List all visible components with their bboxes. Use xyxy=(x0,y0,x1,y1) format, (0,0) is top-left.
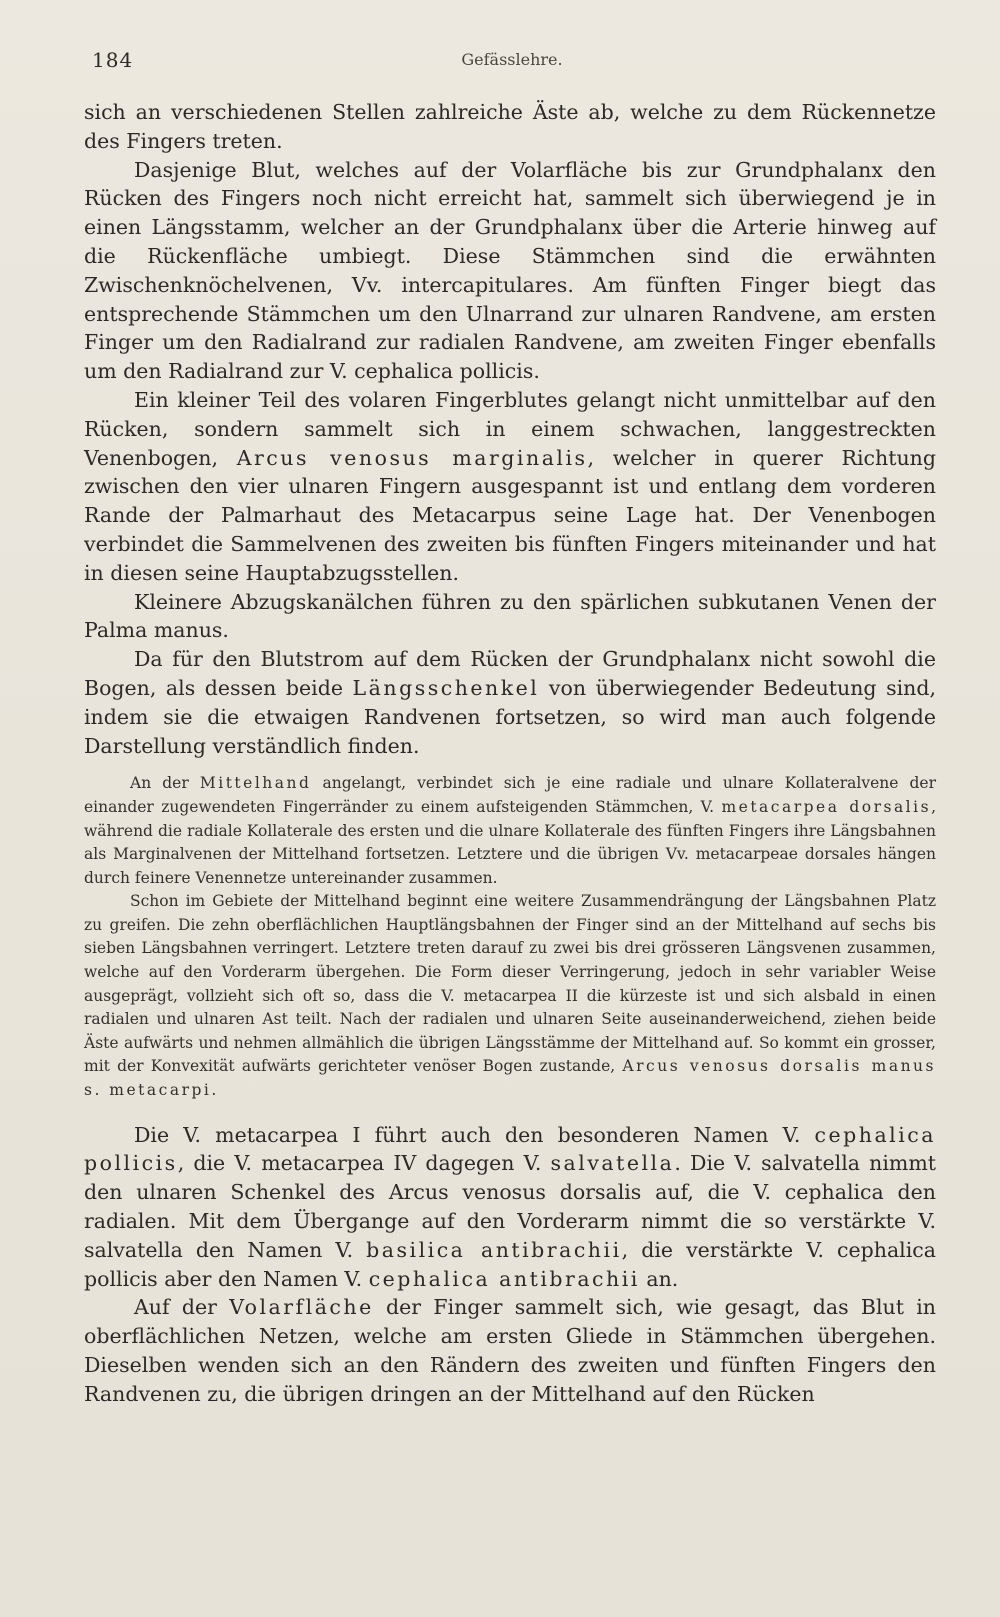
paragraph-6 xyxy=(84,1121,936,1294)
spaced-term-cephalica-pollicis: cephalica pollicis xyxy=(84,1122,936,1176)
spaced-term-volarflaeche: Volarfläche xyxy=(229,1295,374,1320)
paragraph-1-text: sich an verschiedenen Stellen zahlreiche Äste ab, welche zu dem Rückennetze des Fingers treten. xyxy=(84,100,936,153)
spaced-term-arcus-venosus-dorsalis: Arcus venosus dorsalis manus s. metacarpi xyxy=(84,1057,936,1100)
page-header xyxy=(92,48,932,78)
paragraph-6-a: Die V. metacarpea I führt auch den besonderen Namen V. xyxy=(134,1122,815,1147)
body-text xyxy=(84,98,936,1409)
small-2-a: Schon im Gebiete der Mittelhand beginnt eine weitere Zusammendrängung der Längsbahnen Platz zu greifen. Die zehn oberflächlichen Hauptlängsbahnen der Finger sind an der Mittelhand auf sechs bis sieben Längsbahnen verringert. Letztere treten darauf zu zwei bis drei grösseren Längsvenen zusammen, welche auf den Vorderarm übergehen. Die Form dieser Verringerung, jedoch in sehr variabler Weise ausgeprägt, vollzieht sich oft so, dass die V. metacarpea II die kürzeste ist und sich alsbald in einen radialen und ulnaren Ast teilt. Nach der radialen und ulnaren Seite auseinanderweichend, ziehen beide Äste aufwärts und nehmen allmählich die übrigen Längsstämme der Mittelhand auf. So kommt ein grosser, mit der Konvexität aufwärts gerichteter venöser Bogen zustande, xyxy=(84,892,936,1076)
paragraph-2-text: Dasjenige Blut, welches auf der Volarfläche bis zur Grundphalanx den Rücken des Fingers noch nicht erreicht hat, sammelt sich überwiegend je in einen Längsstamm, welcher an der Grundphalanx über die Arterie hinweg auf die Rückenfläche umbiegt. Diese Stämmchen sind die erwähnten Zwischenknöchelvenen, Vv. intercapitulares. Am fünften Finger biegt das entsprechende Stämmchen um den Ulnarrand zur ulnaren Randvene, am ersten Finger um den Radialrand zur radialen Randvene, am zweiten Finger ebenfalls um den Radialrand zur V. cephalica pollicis. xyxy=(84,157,936,384)
paragraph-6-e: . Die V. salvatella nimmt den ulnaren Schenkel des Arcus venosus dorsalis auf, die V. cephalica den radialen. Mit dem Übergange auf den Vorderarm nimmt die so verstärkte V. salvatella den Namen V. xyxy=(84,1151,937,1262)
spaced-term-salvatella: salvatella xyxy=(550,1151,675,1176)
paragraph-5 xyxy=(84,645,936,760)
paragraph-5-text-a: Da für den Blutstrom auf dem Rücken der Grundphalanx nicht sowohl die Bogen, als dessen beide xyxy=(84,647,936,700)
paragraph-7-c: der Finger sammelt sich, wie gesagt, das Blut in oberflächlichen Netzen, welche am ersten Gliede in Stämmchen übergehen. Dieselben wenden sich an den Rändern des zweiten und fünften Fingers den Randvenen zu, die übrigen dringen an der Mittelhand auf den Rücken xyxy=(84,1295,936,1406)
spaced-term-cephalica-antibrachii: cephalica antibrachii xyxy=(368,1266,640,1291)
spaced-term-arcus-venosus-marginalis: Arcus venosus marginalis xyxy=(236,445,588,470)
paragraph-2 xyxy=(84,156,936,386)
paragraph-3 xyxy=(84,386,936,588)
page-number: 184 xyxy=(92,48,134,72)
small-1-e: , während die radiale Kollaterale des ersten und die ulnare Kollaterale des fünften Fingers ihre Längsbahnen als Marginalvenen der Mittelhand fortsetzen. Letztere und die übrigen Vv. metacarpeae dorsales hängen durch feinere Venennetze untereinander zusammen. xyxy=(84,797,936,887)
paragraph-7 xyxy=(84,1293,936,1408)
paragraph-5-text-b: von überwiegender Bedeutung sind, indem sie die etwaigen Randvenen fortsetzen, so wird man auch folgende Darstellung verständlich finden. xyxy=(84,675,936,758)
paragraph-3-text-b: , welcher in querer Richtung zwischen den vier ulnaren Fingern ausgespannt ist und entlang dem vorderen Rande der Palmarhaut des Metacarpus seine Lage hat. Der Venenbogen verbindet die Sammelvenen des zweiten bis fünften Fingers miteinander und hat in diesen seine Hauptabzugsstellen. xyxy=(84,445,936,585)
small-1-a: An der xyxy=(130,774,200,793)
small-1-c: angelangt, verbindet sich je eine radiale und ulnare Kollateralvene der einander zugewendeten Fingerränder zu einem aufsteigenden Stämmchen, V. xyxy=(84,774,936,816)
paragraph-3-text-a: Ein kleiner Teil des volaren Fingerblutes gelangt nicht unmittelbar auf den Rücken, sondern sammelt sich in einem schwachen, langgestreckten Venenbogen, xyxy=(84,387,936,470)
paragraph-6-g: , die verstärkte V. cephalica pollicis aber den Namen V. xyxy=(84,1237,936,1291)
paragraph-4-text: Kleinere Abzugskanälchen führen zu den spärlichen subkutanen Venen der Palma manus. xyxy=(84,589,936,643)
spaced-term-laengsschenkel: Längsschenkel xyxy=(352,675,540,700)
paragraph-6-c: , die V. metacarpea IV dagegen V. xyxy=(177,1151,551,1176)
small-print-paragraph-1 xyxy=(84,772,936,1102)
paragraph-4 xyxy=(84,588,936,646)
spaced-term-basilica-antibrachii: basilica antibrachii xyxy=(366,1237,622,1262)
paragraph-6-i: an. xyxy=(639,1266,679,1291)
spaced-term-metacarpea-dorsalis: metacarpea dorsalis xyxy=(721,797,932,816)
paragraph-7-a: Auf der xyxy=(134,1295,230,1320)
paragraph-1 xyxy=(84,98,936,156)
spaced-term-mittelhand: Mittelhand xyxy=(199,774,312,793)
running-head: Gefässlehre. xyxy=(461,50,563,69)
small-2-c: . xyxy=(211,1081,217,1100)
